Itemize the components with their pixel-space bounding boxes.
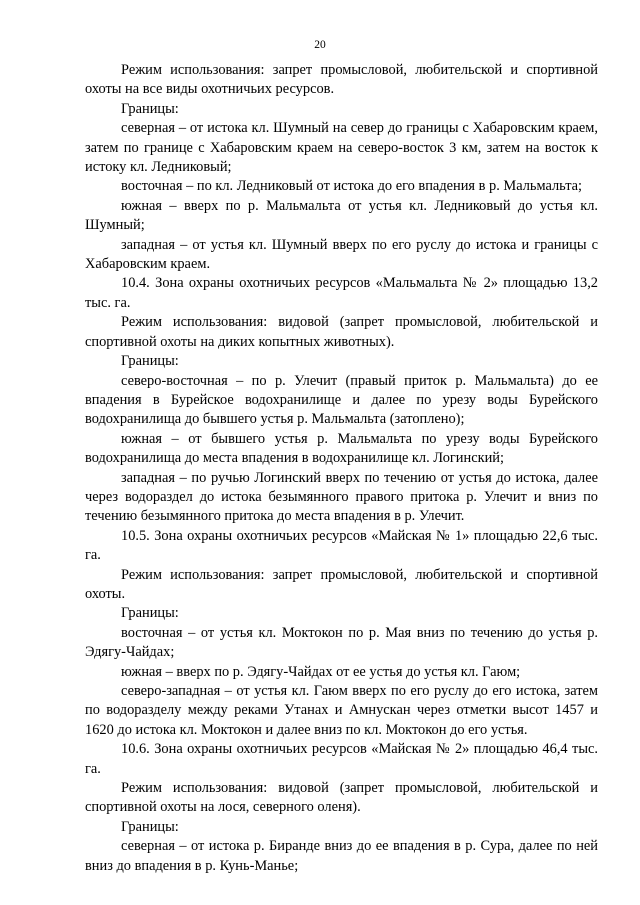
paragraph-zone-heading: 10.5. Зона охраны охотничьих ресурсов «Майская № 1» площадью 22,6 тыс. га. [85,527,598,564]
paragraph-zone-heading: 10.6. Зона охраны охотничьих ресурсов «Майская № 2» площадью 46,4 тыс. га. [85,741,598,777]
paragraph-boundaries-heading: Границы: [121,818,179,835]
paragraph-boundary-east: восточная – по кл. Ледниковый от истока до его впадения в р. Мальмальта; [121,178,583,195]
paragraph-boundary-west: западная – от устья кл. Шумный вверх по его руслу до истока и границы с Хабаровским краем. [85,236,598,273]
paragraph-boundary-south: южная – вверх по р. Эдягу-Чайдах от ее устья до устья кл. Гаюм; [121,663,521,680]
paragraph-boundaries-heading: Границы: [121,605,179,622]
document-body [85,61,598,876]
paragraph-boundary-south: южная – от бывшего устья р. Мальмальта по урезу воды Бурейского водохранилища до места впадения в водохранилище кл. Логинский; [85,430,598,467]
paragraph-boundary-north: северная – от истока р. Биранде вниз до ее впадения в р. Сура, далее по ней вниз до впадения в р. Кунь-Манье; [85,838,598,874]
paragraph-boundary-north: северная – от истока кл. Шумный на север до границы с Хабаровским краем, затем по границе с Хабаровским краем на северо-восток 3 км, затем на восток к истоку кл. Ледниковый; [85,120,598,176]
paragraph-boundaries-heading: Границы: [121,353,179,370]
page-number: 20 [314,39,326,51]
paragraph-regime: Режим использования: видовой (запрет промысловой, любительской и спортивной охоты на диких копытных животных). [85,314,598,350]
paragraph-boundary-northeast: северо-восточная – по р. Улечит (правый приток р. Мальмальта) до ее впадения в Бурейское водохранилище и далее по урезу воды Бурейского водохранилища до бывшего устья р. Мальмальта (затоплено); [85,372,598,428]
paragraph-boundary-northwest: северо-западная – от устья кл. Гаюм вверх по его руслу до его истока, затем по водоразделу между реками Утанах и Амнускан через отметки высот 1457 и 1620 до истока кл. Моктокон и далее вниз по кл. Моктокон до его устья. [85,683,598,738]
paragraph-boundary-south: южная – вверх по р. Мальмальта от устья кл. Ледниковый до устья кл. Шумный; [85,197,598,234]
paragraph-boundary-west: западная – по ручью Логинский вверх по течению от устья до истока, далее через водораздел до истока безымянного правого притока р. Улечит и вниз по течению безымянного притока до места впадения в р. Улечит. [85,469,598,525]
paragraph-regime: Режим использования: запрет промысловой, любительской и спортивной охоты на все виды охотничьих ресурсов. [85,62,598,98]
paragraph-regime: Режим использования: видовой (запрет промысловой, любительской и спортивной охоты на лося, северного оленя). [85,780,598,816]
paragraph-boundary-east: восточная – от устья кл. Моктокон по р. Мая вниз по течению до устья р. Эдягу-Чайдах; [85,624,598,661]
paragraph-zone-heading: 10.4. Зона охраны охотничьих ресурсов «Мальмальта № 2» площадью 13,2 тыс. га. [85,275,598,311]
paragraph-regime: Режим использования: запрет промысловой, любительской и спортивной охоты. [85,566,598,602]
paragraph-boundaries-heading: Границы: [121,100,179,117]
